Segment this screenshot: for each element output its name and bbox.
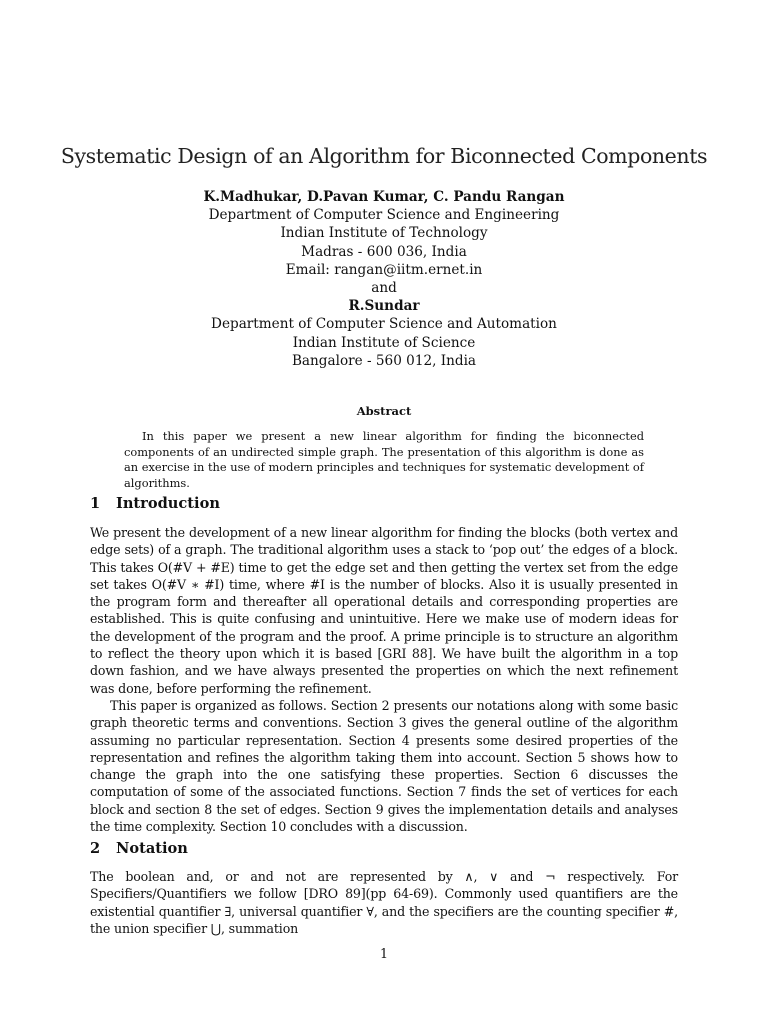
page-number: 1 <box>379 946 388 961</box>
author-list-2: R.Sundar <box>348 298 420 315</box>
author-block <box>0 188 768 370</box>
affiliation-line: Department of Computer Science and Automation <box>211 316 557 333</box>
section-title: Introduction <box>116 495 220 512</box>
abstract-body <box>124 429 644 491</box>
abstract-text: In this paper we present a new linear algorithm for finding the biconnected components of an undirected simple graph. The presentation of this algorithm is done as an exercise in the use of modern principles and techniques for systematic development of algorithms. <box>124 429 644 490</box>
paragraph: This paper is organized as follows. Section 2 presents our notations along with some basic graph theoretic terms and conventions. Section 3 gives the general outline of the algorithm assuming no particular representation. Section 4 presents some desired properties of the representation and refines the algorithm taking them into account. Section 5 shows how to change the graph into the one satisfying these properties. Section 6 discusses the computation of some of the associated functions. Section 7 finds the set of vertices for each block and section 8 the set of edges. Section 9 gives the implementation details and analyses the time complexity. Section 10 concludes with a discussion. <box>90 697 678 835</box>
affiliation-line: Indian Institute of Technology <box>280 225 488 242</box>
section-title: Notation <box>116 840 188 857</box>
affiliation-line: Bangalore - 560 012, India <box>291 352 477 369</box>
paragraph: The boolean and, or and not are represented by ∧, ∨ and ¬ respectively. For Specifiers/Quantifiers we follow [DRO 89](pp 64-69). Commonly used quantifiers are the existential quantifier ∃, universal quantifier ∀, and the specifiers are the counting specifier #, the union specifier ⋃, summation <box>90 869 678 936</box>
section-number: 1 <box>90 495 101 512</box>
author-email: Email: rangan@iitm.ernet.in <box>285 261 483 278</box>
section-body-introduction <box>90 524 678 835</box>
affiliation-line: Madras - 600 036, India <box>301 243 467 260</box>
paper-title: Systematic Design of an Algorithm for Biconnected Components <box>60 144 708 168</box>
section-body-notation <box>90 868 678 937</box>
affiliation-line: Indian Institute of Science <box>292 334 476 351</box>
author-list-1: K.Madhukar, D.Pavan Kumar, C. Pandu Rangan <box>203 189 565 205</box>
abstract-heading: Abstract <box>356 404 412 418</box>
section-heading-notation <box>90 840 188 857</box>
author-conjunction: and <box>371 280 397 297</box>
paragraph: We present the development of a new linear algorithm for finding the blocks (both vertex and edge sets) of a graph. The traditional algorithm uses a stack to ‘pop out’ the edges of a block. This takes O(#V + #E) time to get the edge set and then getting the vertex set from the edge set takes O(#V ∗ #I) time, where #I is the number of blocks. Also it is usually presented in the program form and thereafter all operational details and corresponding properties are established. This is quite confusing and unintuitive. Here we make use of modern ideas for the development of the program and the proof. A prime principle is to structure an algorithm to reflect the theory upon which it is based [GRI 88]. We have built the algorithm in a top down fashion, and we have always presented the properties on which the next refinement was done, before performing the refinement. <box>90 525 678 696</box>
affiliation-line: Department of Computer Science and Engineering <box>208 207 560 224</box>
section-number: 2 <box>90 840 101 857</box>
section-heading-introduction <box>90 495 220 512</box>
